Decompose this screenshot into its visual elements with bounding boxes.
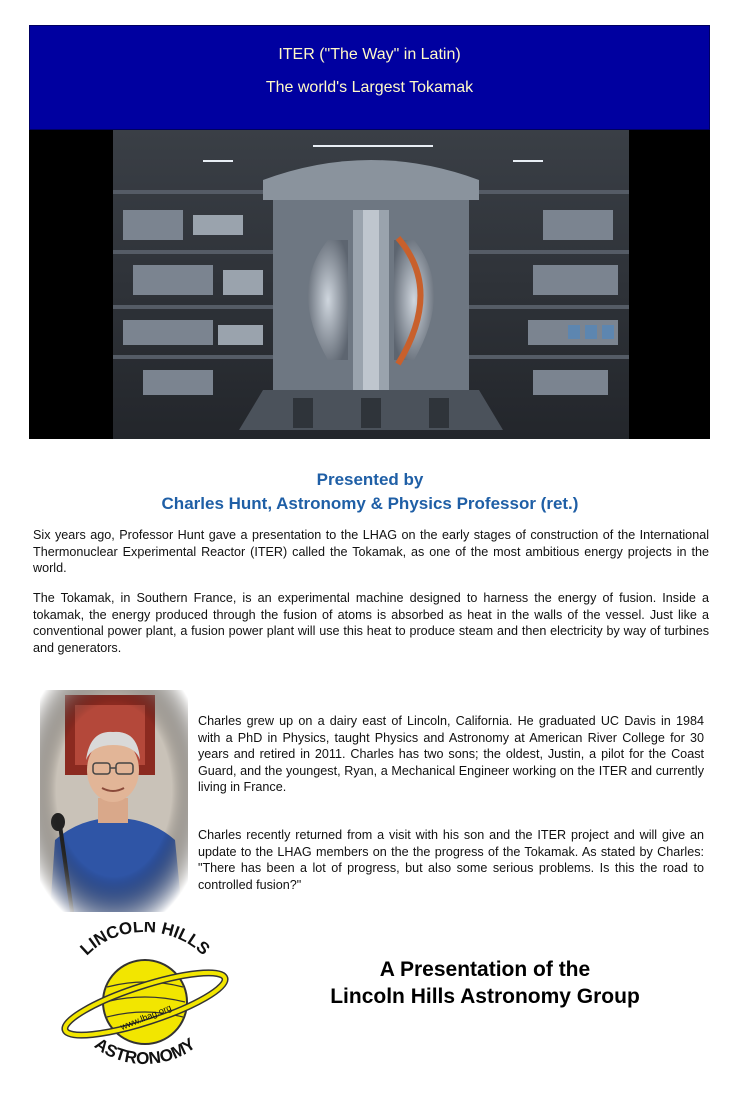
intro-paragraph-2: The Tokamak, in Southern France, is an experimental machine designed to harness the energy of fusion. Inside a tokamak, the energy produced through the fusion of atoms is absorbed as heat in the walls of the vessel. Just like a conventional power plant, a fusion power plant will use this heat to produce steam and then electricity by way of turbines and generators.: [33, 591, 709, 655]
logo-top-text: LINCOLN HILLS: [76, 922, 214, 959]
logo-url: www.lhag.org: [118, 1002, 173, 1032]
tokamak-image: [29, 130, 710, 439]
presenter-name: Charles Hunt, Astronomy & Physics Professor (ret.): [161, 494, 579, 513]
presenter-photo: [40, 690, 188, 912]
presented-by-label: Presented by: [316, 470, 424, 489]
tokamak-illustration: [113, 130, 629, 439]
saturn-logo-icon: [55, 922, 235, 1072]
title-banner: [29, 25, 710, 130]
banner-subtitle: The world's Largest Tokamak: [265, 79, 474, 96]
bio-paragraph-2: Charles recently returned from a visit with his son and the ITER project and will give an update to the LHAG members on the the progress of the Tokamak. As stated by Charles: "There has been a lot of progress, but also some serious problems. Is this the road to controlled fusion?": [198, 828, 704, 892]
lhag-logo: [55, 922, 235, 1077]
intro-paragraph-1: Six years ago, Professor Hunt gave a presentation to the LHAG on the early stages of construction of the International Thermonuclear Experimental Reactor (ITER) called the Tokamak, as one of the most ambitious energy projects in the world.: [33, 528, 709, 575]
footer-line-2: Lincoln Hills Astronomy Group: [330, 985, 640, 1008]
banner-title: ITER ("The Way" in Latin): [278, 46, 461, 63]
logo-bottom-text: ASTRONOMY: [91, 1034, 199, 1069]
portrait-illustration: [40, 690, 188, 912]
bio-paragraph-1: Charles grew up on a dairy east of Lincoln, California. He graduated UC Davis in 1984 with a PhD in Physics, taught Physics and Astronomy at American River College for 30 years and retired in 2011. Charles has two sons; the oldest, Justin, a pilot for the Coast Guard, and the youngest, Ryan, a Mechanical Engineer working on the ITER and currently living in France.: [198, 714, 704, 794]
footer-line-1: A Presentation of the: [379, 958, 591, 981]
